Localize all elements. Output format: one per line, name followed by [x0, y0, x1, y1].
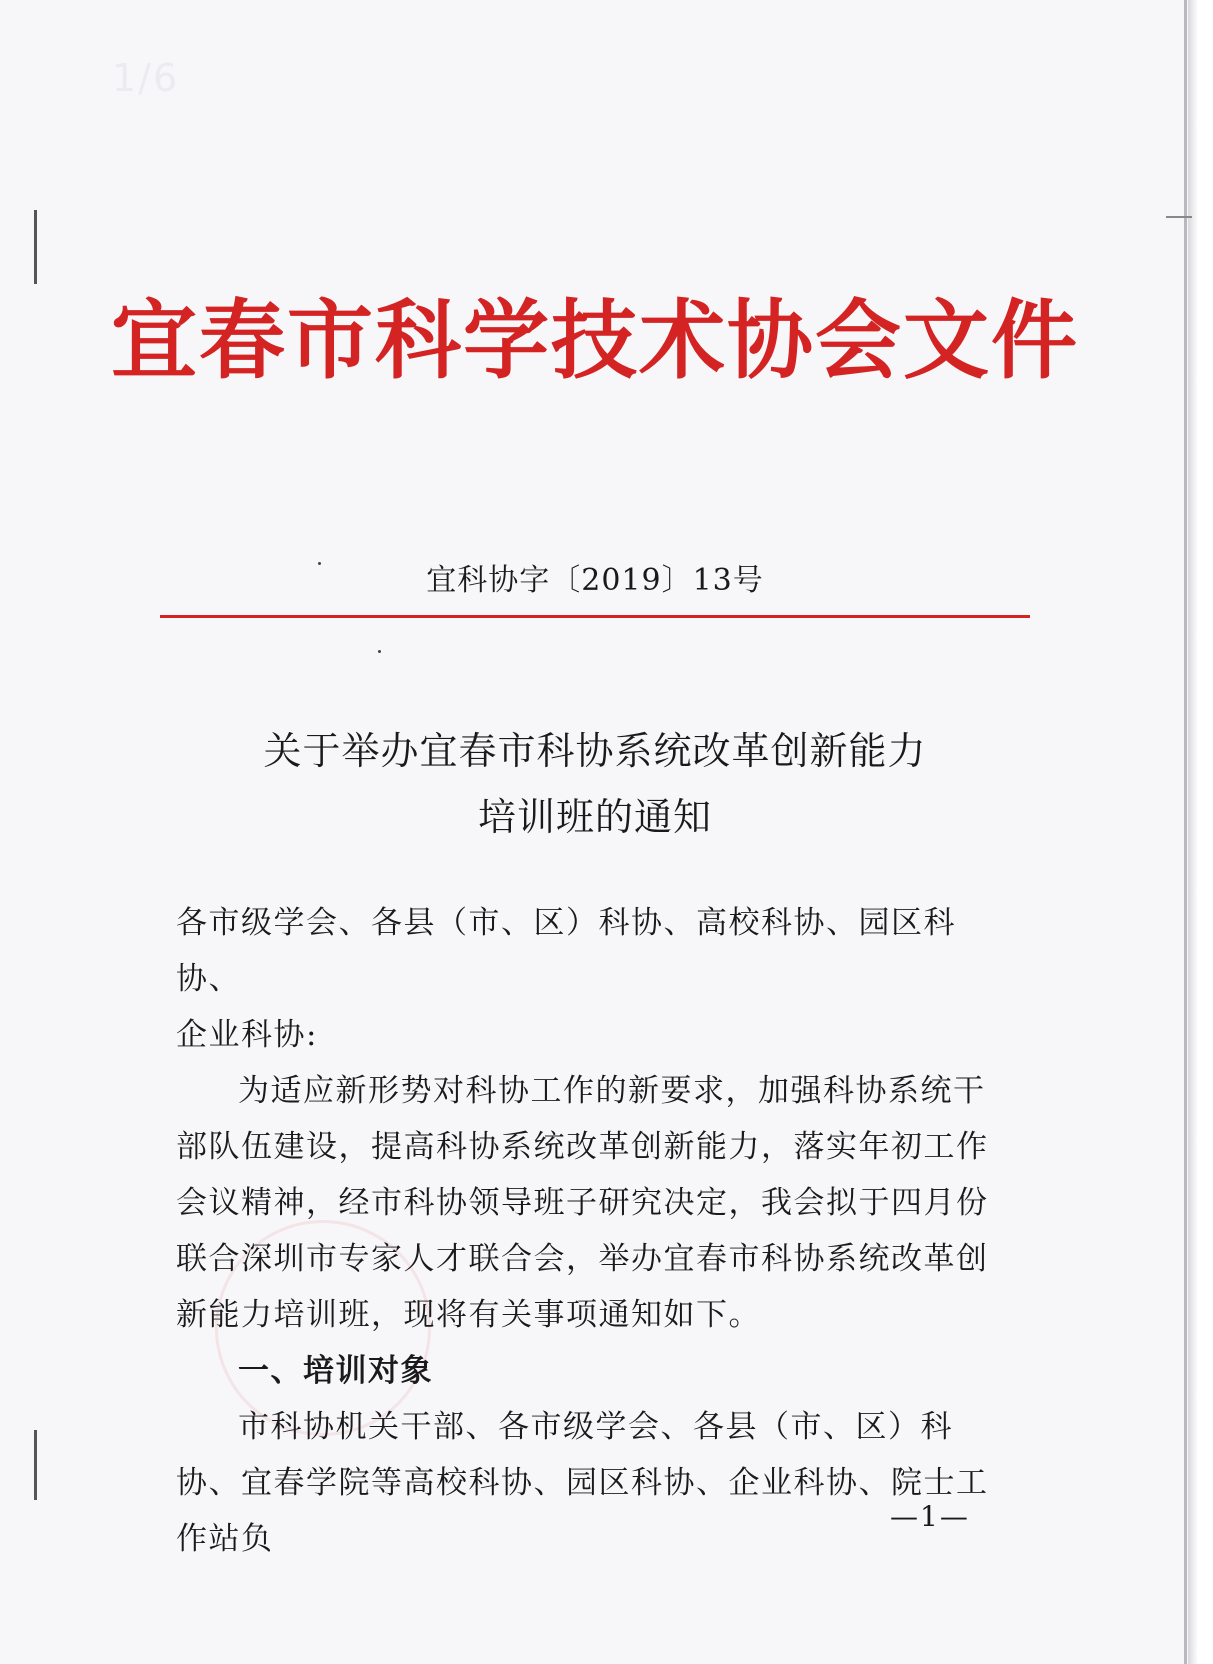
- document-number: 宜科协字〔2019〕13号: [426, 563, 764, 598]
- scan-speck: [318, 562, 321, 565]
- notice-title-line-2: 培训班的通知: [477, 795, 712, 839]
- binding-mark-bottom: [34, 1430, 37, 1500]
- notice-body: [176, 895, 996, 1567]
- scan-speck: [378, 650, 381, 653]
- notice-title: [0, 718, 1190, 850]
- salutation-line-2: 企业科协:: [176, 1017, 318, 1053]
- notice-title-line-1: 关于举办宜春市科协系统改革创新能力: [263, 729, 927, 773]
- page-number: —1—: [890, 1500, 970, 1533]
- edge-tick-mark: [1166, 216, 1192, 218]
- body-paragraph: 为适应新形势对科协工作的新要求，加强科协系统干部队伍建设，提高科协系统改革创新能力，落实年初工作会议精神，经市科协领导班子研究决定，我会拟于四月份联合深圳市专家人才联合会，举办宜春市科协系统改革创新能力培训班，现将有关事项通知如下。: [176, 1073, 989, 1333]
- header-red-rule: [160, 615, 1030, 618]
- page-count-mark: 1/6: [112, 56, 180, 100]
- binding-mark-top: [34, 210, 37, 284]
- section-text-training-targets: 市科协机关干部、各市级学会、各县（市、区）科协、宜春学院等高校科协、园区科协、企业科协、院士工作站负: [176, 1409, 989, 1557]
- section-heading-training-targets: 一、培训对象: [238, 1353, 433, 1389]
- scanner-margin: [1188, 0, 1213, 1664]
- document-header-title: 宜春市科学技术协会文件: [111, 290, 1079, 391]
- salutation-line-1: 各市级学会、各县（市、区）科协、高校科协、园区科协、: [176, 905, 956, 997]
